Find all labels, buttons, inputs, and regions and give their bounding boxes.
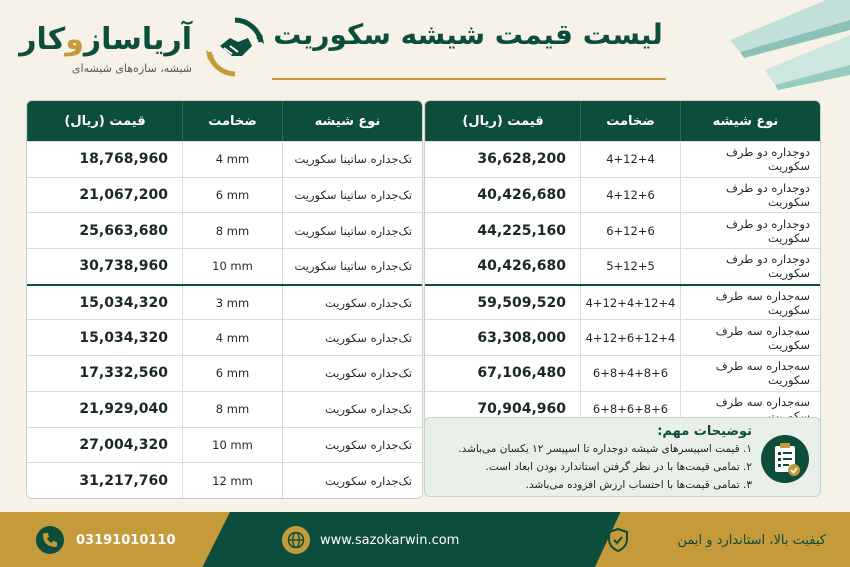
- website-link[interactable]: www.sazokarwin.com: [320, 533, 460, 548]
- glass-type-cell: دوجداره دو طرف سکوریت: [680, 178, 820, 213]
- glass-type-cell: سه‌جداره سه طرف سکوریت: [680, 356, 820, 391]
- price-cell: 30,738,960: [79, 258, 168, 275]
- brand-name: آریاسازوکار: [19, 22, 192, 57]
- thickness-cell: 4+12+6+12+4: [580, 320, 680, 355]
- thickness-cell: 6+8+4+8+6: [580, 356, 680, 391]
- thickness-cell: 4+12+6: [580, 178, 680, 213]
- price-cell: 59,509,520: [477, 294, 566, 311]
- thickness-cell: 10 mm: [182, 428, 282, 463]
- header-type: نوع شیشه: [680, 101, 820, 141]
- thickness-cell: 3 mm: [182, 286, 282, 320]
- table-row: [425, 284, 820, 320]
- table-row: [27, 391, 422, 427]
- table-row: [27, 355, 422, 391]
- note-item: ۳. تمامی قیمت‌ها با احتساب ارزش افزوده می‌باشد.: [525, 479, 752, 491]
- clipboard-check-icon: [760, 434, 810, 484]
- thickness-cell: 4+12+4+12+4: [580, 286, 680, 320]
- price-cell: 18,768,960: [79, 151, 168, 168]
- price-cell: 15,034,320: [79, 294, 168, 311]
- glass-type-cell: سه‌جداره سه طرف سکوریت: [680, 286, 820, 320]
- price-cell: 21,067,200: [79, 187, 168, 204]
- glass-panes-decoration: [670, 0, 850, 100]
- price-cell: 17,332,560: [79, 365, 168, 382]
- note-item: ۲. تمامی قیمت‌ها با در نظر گرفتن استاندارد بودن ابعاد است.: [485, 461, 752, 473]
- table-header: [425, 101, 820, 141]
- price-cell: 15,034,320: [79, 329, 168, 346]
- header-thickness: ضخامت: [182, 101, 282, 141]
- table-header: [27, 101, 422, 141]
- header-price: قیمت (ریال): [425, 101, 580, 141]
- table-row: [27, 284, 422, 320]
- price-cell: 27,004,320: [79, 436, 168, 453]
- notes-title: توضیحات مهم:: [657, 424, 752, 439]
- thickness-cell: 6+8+6+8+6: [580, 392, 680, 427]
- glass-type-cell: تک‌جداره ساتینا سکوریت: [282, 142, 422, 177]
- glass-type-cell: تک‌جداره سکوریت: [282, 392, 422, 427]
- thickness-cell: 4 mm: [182, 320, 282, 355]
- table-row: [27, 319, 422, 355]
- glass-type-cell: سه‌جداره سه طرف: [680, 392, 820, 427]
- notes-box: [424, 417, 821, 497]
- table-row: [425, 248, 820, 284]
- glass-type-cell: تک‌جداره ساتینا سکوریت: [282, 249, 422, 284]
- table-row: [425, 319, 820, 355]
- footer: [0, 512, 850, 567]
- table-row: [425, 355, 820, 391]
- price-table-single-pane: [26, 100, 423, 499]
- price-cell: 70,904,960: [477, 401, 566, 418]
- price-cell: 63,308,000: [477, 329, 566, 346]
- glass-type-cell: تک‌جداره سکوریت: [282, 286, 422, 320]
- glass-type-cell: تک‌جداره سکوریت: [282, 428, 422, 463]
- title-underline: [272, 78, 666, 80]
- table-row: [425, 212, 820, 248]
- table-row: [425, 177, 820, 213]
- glass-type-cell: دوجداره دو طرف سکوریت: [680, 213, 820, 248]
- phone-number[interactable]: 03191010110: [76, 533, 176, 548]
- price-cell: 21,929,040: [79, 401, 168, 418]
- phone-icon: [36, 526, 64, 554]
- brand-logo: [19, 12, 262, 82]
- globe-icon: [282, 526, 310, 554]
- brand-tagline: شیشه، سازه‌های شیشه‌ای: [71, 62, 192, 75]
- thickness-cell: 6 mm: [182, 178, 282, 213]
- table-row: [27, 141, 422, 177]
- thickness-cell: 4 mm: [182, 142, 282, 177]
- price-cell: 31,217,760: [79, 472, 168, 489]
- thickness-cell: 8 mm: [182, 213, 282, 248]
- shield-check-icon: [604, 526, 632, 554]
- glass-type-cell: تک‌جداره سکوریت: [282, 320, 422, 355]
- table-row: [27, 177, 422, 213]
- glass-type-cell: تک‌جداره ساتینا سکوریت: [282, 178, 422, 213]
- header-type: نوع شیشه: [282, 101, 422, 141]
- price-table-multi-pane: [424, 100, 821, 428]
- table-row: [27, 212, 422, 248]
- price-cell: 40,426,680: [477, 187, 566, 204]
- thickness-cell: 6 mm: [182, 356, 282, 391]
- handshake-arrows-icon: [204, 16, 266, 78]
- price-cell: 25,663,680: [79, 222, 168, 239]
- price-cell: 67,106,480: [477, 365, 566, 382]
- price-cell: 40,426,680: [477, 258, 566, 275]
- slogan: کیفیت بالا، استاندارد و ایمن: [677, 533, 826, 548]
- glass-type-cell: تک‌جداره سکوریت: [282, 463, 422, 498]
- header-price: قیمت (ریال): [27, 101, 182, 141]
- thickness-cell: 8 mm: [182, 392, 282, 427]
- table-row: [27, 427, 422, 463]
- glass-type-cell: تک‌جداره سکوریت: [282, 356, 422, 391]
- thickness-cell: 12 mm: [182, 463, 282, 498]
- page-title: لیست قیمت شیشه سکوریت: [273, 18, 663, 51]
- thickness-cell: 10 mm: [182, 249, 282, 284]
- thickness-cell: 6+12+6: [580, 213, 680, 248]
- glass-type-cell: سه‌جداره سه طرف سکوریت: [680, 320, 820, 355]
- table-row: [27, 462, 422, 498]
- table-row: [27, 248, 422, 284]
- glass-type-cell: تک‌جداره ساتینا سکوریت: [282, 213, 422, 248]
- price-cell: 36,628,200: [477, 151, 566, 168]
- glass-type-cell: دوجداره دو طرف سکوریت: [680, 142, 820, 177]
- note-item: ۱. قیمت اسپیسرهای شیشه دوجداره تا اسپیسر ۱۲ یکسان می‌باشد.: [458, 443, 752, 455]
- price-cell: 44,225,160: [477, 222, 566, 239]
- glass-type-cell: دوجداره دو طرف سکوریت: [680, 249, 820, 284]
- thickness-cell: 5+12+5: [580, 249, 680, 284]
- thickness-cell: 4+12+4: [580, 142, 680, 177]
- table-row: [425, 141, 820, 177]
- header-thickness: ضخامت: [580, 101, 680, 141]
